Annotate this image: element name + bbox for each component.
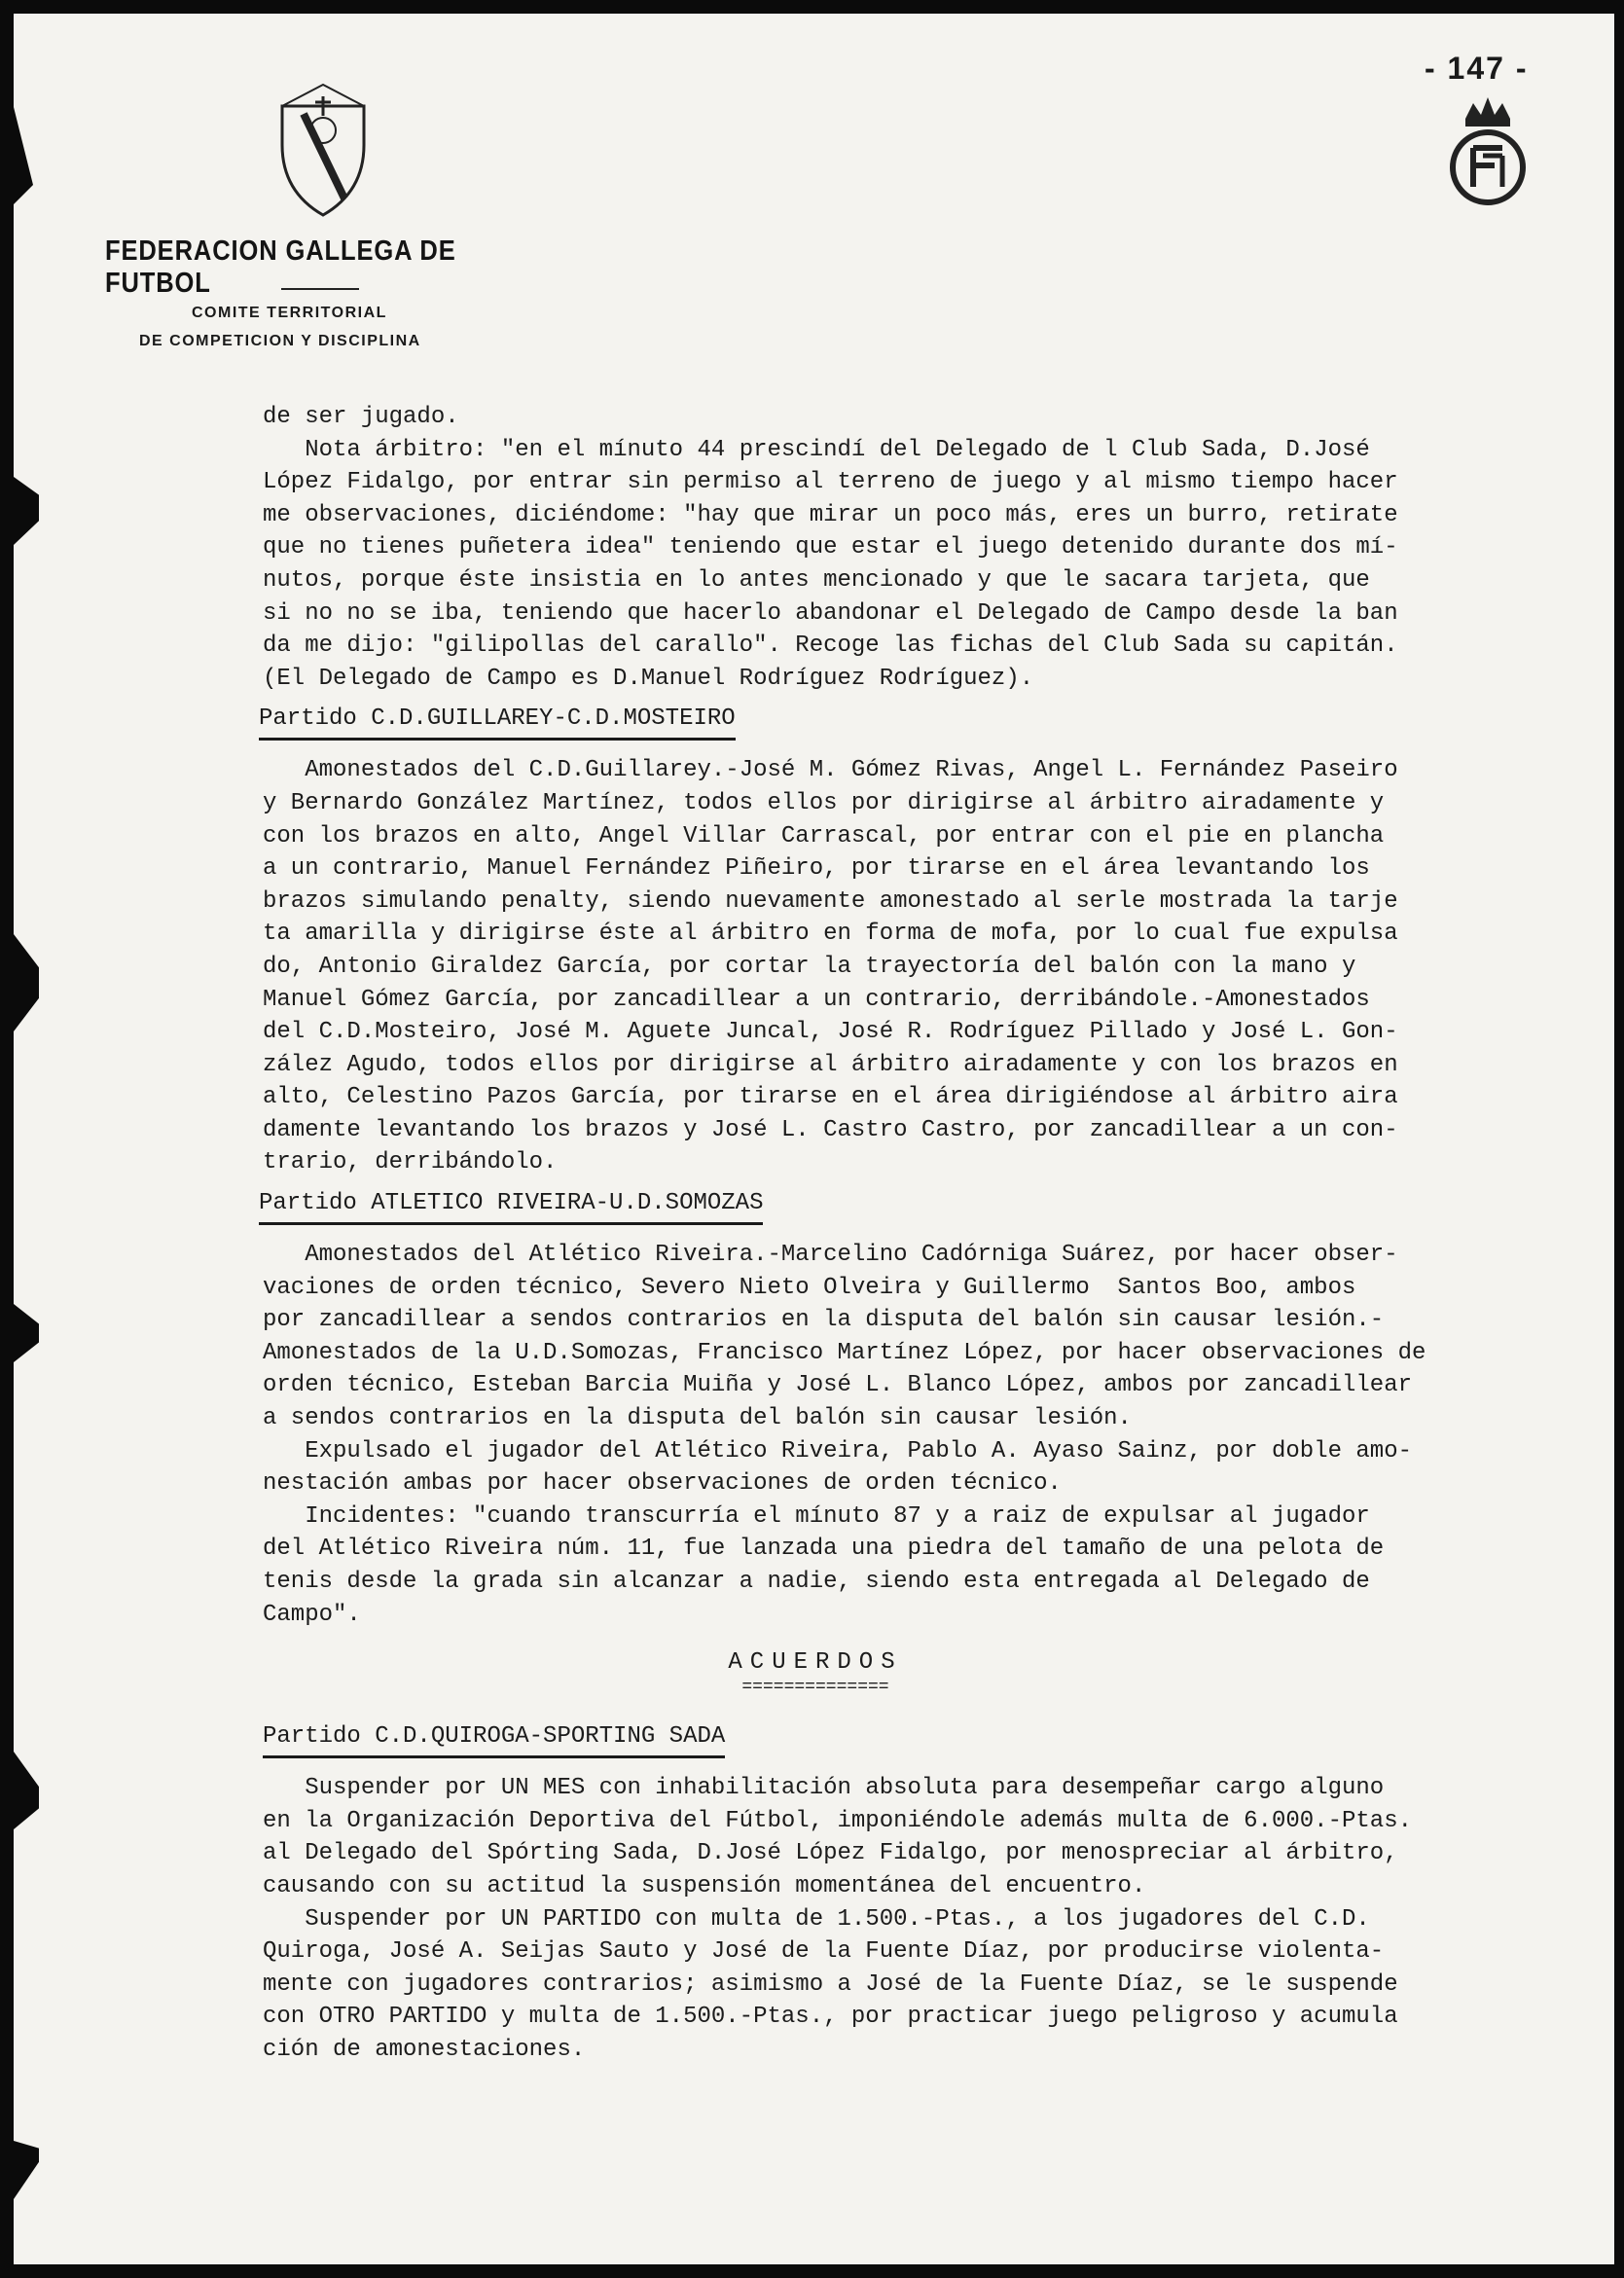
text-line: en la Organización Deportiva del Fútbol, imponiéndole además multa de 6.000.-Ptas. xyxy=(263,1807,1412,1834)
text-line: al Delegado del Spórting Sada, D.José López Fidalgo, por menospreciar al árbitro, xyxy=(263,1840,1398,1867)
federation-crest-icon xyxy=(274,77,372,223)
text-line: Incidentes: "cuando transcurría el mínuto 87 y a raiz de expulsar al jugador xyxy=(263,1502,1370,1530)
edge-notch xyxy=(14,477,39,545)
edge-notch xyxy=(14,1752,39,1829)
text-line: Suspender por UN MES con inhabilitación absoluta para desempeñar cargo alguno xyxy=(263,1775,1385,1802)
text-line: nestación ambas por hacer observaciones de orden técnico. xyxy=(263,1470,1062,1498)
text-line: del C.D.Mosteiro, José M. Aguete Juncal, José R. Rodríguez Pillado y José L. Gon- xyxy=(263,1019,1398,1046)
text-line: Amonestados de la U.D.Somozas, Francisco Martínez López, por hacer observaciones de xyxy=(263,1339,1426,1366)
text-line: con OTRO PARTIDO y multa de 1.500.-Ptas., por practicar juego peligroso y acumula xyxy=(263,2004,1398,2031)
header-divider xyxy=(281,288,359,290)
text-line: Nota árbitro: "en el mínuto 44 prescindí del Delegado de l Club Sada, D.José xyxy=(263,436,1370,463)
text-line: de ser jugado. xyxy=(263,404,459,430)
text-line: por zancadillear a sendos contrarios en la disputa del balón sin causar lesión.- xyxy=(263,1307,1385,1334)
text-line: Amonestados del Atlético Riveira.-Marcelino Cadórniga Suárez, por hacer obser- xyxy=(263,1242,1398,1269)
text-line: y Bernardo González Martínez, todos ellos por dirigirse al árbitro airadamente y xyxy=(263,789,1385,816)
text-line: nutos, porque éste insistia en lo antes mencionado y que le sacara tarjeta, que xyxy=(263,566,1370,594)
text-line: mente con jugadores contrarios; asimismo a José de la Fuente Díaz, se le suspende xyxy=(263,1971,1398,1998)
section-heading-guillarey-mosteiro: Partido C.D.GUILLAREY-C.D.MOSTEIRO xyxy=(259,705,736,741)
text-line: trario, derribándolo. xyxy=(263,1149,558,1176)
text-line: del Atlético Riveira núm. 11, fue lanzada una piedra del tamaño de una pelota de xyxy=(263,1536,1385,1563)
edge-notch xyxy=(14,1304,39,1362)
scan-edge-marks xyxy=(0,0,39,2278)
section-heading-riveira-somozas: Partido ATLETICO RIVEIRA-U.D.SOMOZAS xyxy=(259,1189,763,1225)
text-line: si no no se iba, teniendo que hacerlo abandonar el Delegado de Campo desde la ban xyxy=(263,599,1398,627)
text-line: ción de amonestaciones. xyxy=(263,2036,586,2063)
acuerdos-underline: ============== xyxy=(741,1678,889,1698)
text-line: con los brazos en alto, Angel Villar Carrascal, por entrar con el pie en plancha xyxy=(263,822,1385,850)
section-heading-quiroga-sada: Partido C.D.QUIROGA-SPORTING SADA xyxy=(263,1722,725,1758)
text-line: a sendos contrarios en la disputa del balón sin causar lesión. xyxy=(263,1405,1132,1432)
section-guillarey-mosteiro xyxy=(263,754,1606,1179)
section-quiroga-sada xyxy=(263,1772,1606,2066)
section-riveira-somozas xyxy=(263,1239,1606,1631)
document-body xyxy=(259,401,1606,2067)
text-line: brazos simulando penalty, siendo nuevamente amonestado al serle mostrada la tarje xyxy=(263,887,1398,915)
text-line: alto, Celestino Pazos García, por tirarse en el área dirigiéndose al árbitro aira xyxy=(263,1084,1398,1111)
edge-notch xyxy=(14,934,39,1031)
text-line: Manuel Gómez García, por zancadillear a un contrario, derribándole.-Amonestados xyxy=(263,986,1370,1013)
federation-name: FEDERACION GALLEGA DE FUTBOL xyxy=(105,235,456,299)
text-line: ta amarilla y dirigirse éste al árbitro en forma de mofa, por lo cual fue expulsa xyxy=(263,921,1398,948)
edge-notch xyxy=(14,2141,39,2199)
page-number: - 147 - xyxy=(1425,51,1529,86)
text-line: Quiroga, José A. Seijas Sauto y José de la Fuente Díaz, por producirse violenta- xyxy=(263,1938,1385,1966)
text-line: causando con su actitud la suspensión momentánea del encuentro. xyxy=(263,1872,1146,1899)
text-line: me observaciones, diciéndome: "hay que mirar un poco más, eres un burro, retirate xyxy=(263,501,1398,528)
text-line: Expulsado el jugador del Atlético Riveira, Pablo A. Ayaso Sainz, por doble amo- xyxy=(263,1437,1413,1464)
intro-paragraph xyxy=(263,401,1606,695)
text-line: (El Delegado de Campo es D.Manuel Rodríguez Rodríguez). xyxy=(263,665,1034,692)
text-line: da me dijo: "gilipollas del carallo". Recoge las fichas del Club Sada su capitán. xyxy=(263,633,1398,660)
committee-line-2: DE COMPETICION Y DISCIPLINA xyxy=(139,333,421,349)
text-line: vaciones de orden técnico, Severo Nieto Olveira y Guillermo Santos Boo, ambos xyxy=(263,1274,1356,1301)
text-line: tenis desde la grada sin alcanzar a nadie, siendo esta entregada al Delegado de xyxy=(263,1569,1370,1595)
document-page xyxy=(14,14,1614,2264)
edge-notch xyxy=(14,107,33,204)
text-line: Campo". xyxy=(263,1601,361,1628)
text-line: a un contrario, Manuel Fernández Piñeiro, por tirarse en el área levantando los xyxy=(263,855,1370,883)
text-line: Amonestados del C.D.Guillarey.-José M. Gómez Rivas, Angel L. Fernández Paseiro xyxy=(263,757,1398,784)
text-line: Suspender por UN PARTIDO con multa de 1.500.-Ptas., a los jugadores del C.D. xyxy=(263,1905,1370,1933)
text-line: que no tienes puñetera idea" teniendo que estar el juego detenido durante dos mí- xyxy=(263,534,1398,561)
text-line: damente levantando los brazos y José L. Castro Castro, por zancadillear a un con- xyxy=(263,1116,1398,1143)
acuerdos-title: ACUERDOS xyxy=(728,1649,903,1677)
text-line: orden técnico, Esteban Barcia Muiña y José L. Blanco López, ambos por zancadillear xyxy=(263,1372,1412,1399)
text-line: López Fidalgo, por entrar sin permiso al terreno de juego y al mismo tiempo hacer xyxy=(263,469,1398,496)
text-line: do, Antonio Giraldez García, por cortar la trayectoría del balón con la mano y xyxy=(263,953,1356,980)
committee-line-1: COMITE TERRITORIAL xyxy=(192,305,387,321)
text-line: zález Agudo, todos ellos por dirigirse al árbitro airadamente y con los brazos en xyxy=(263,1051,1398,1078)
royal-crest-icon xyxy=(1444,90,1532,216)
